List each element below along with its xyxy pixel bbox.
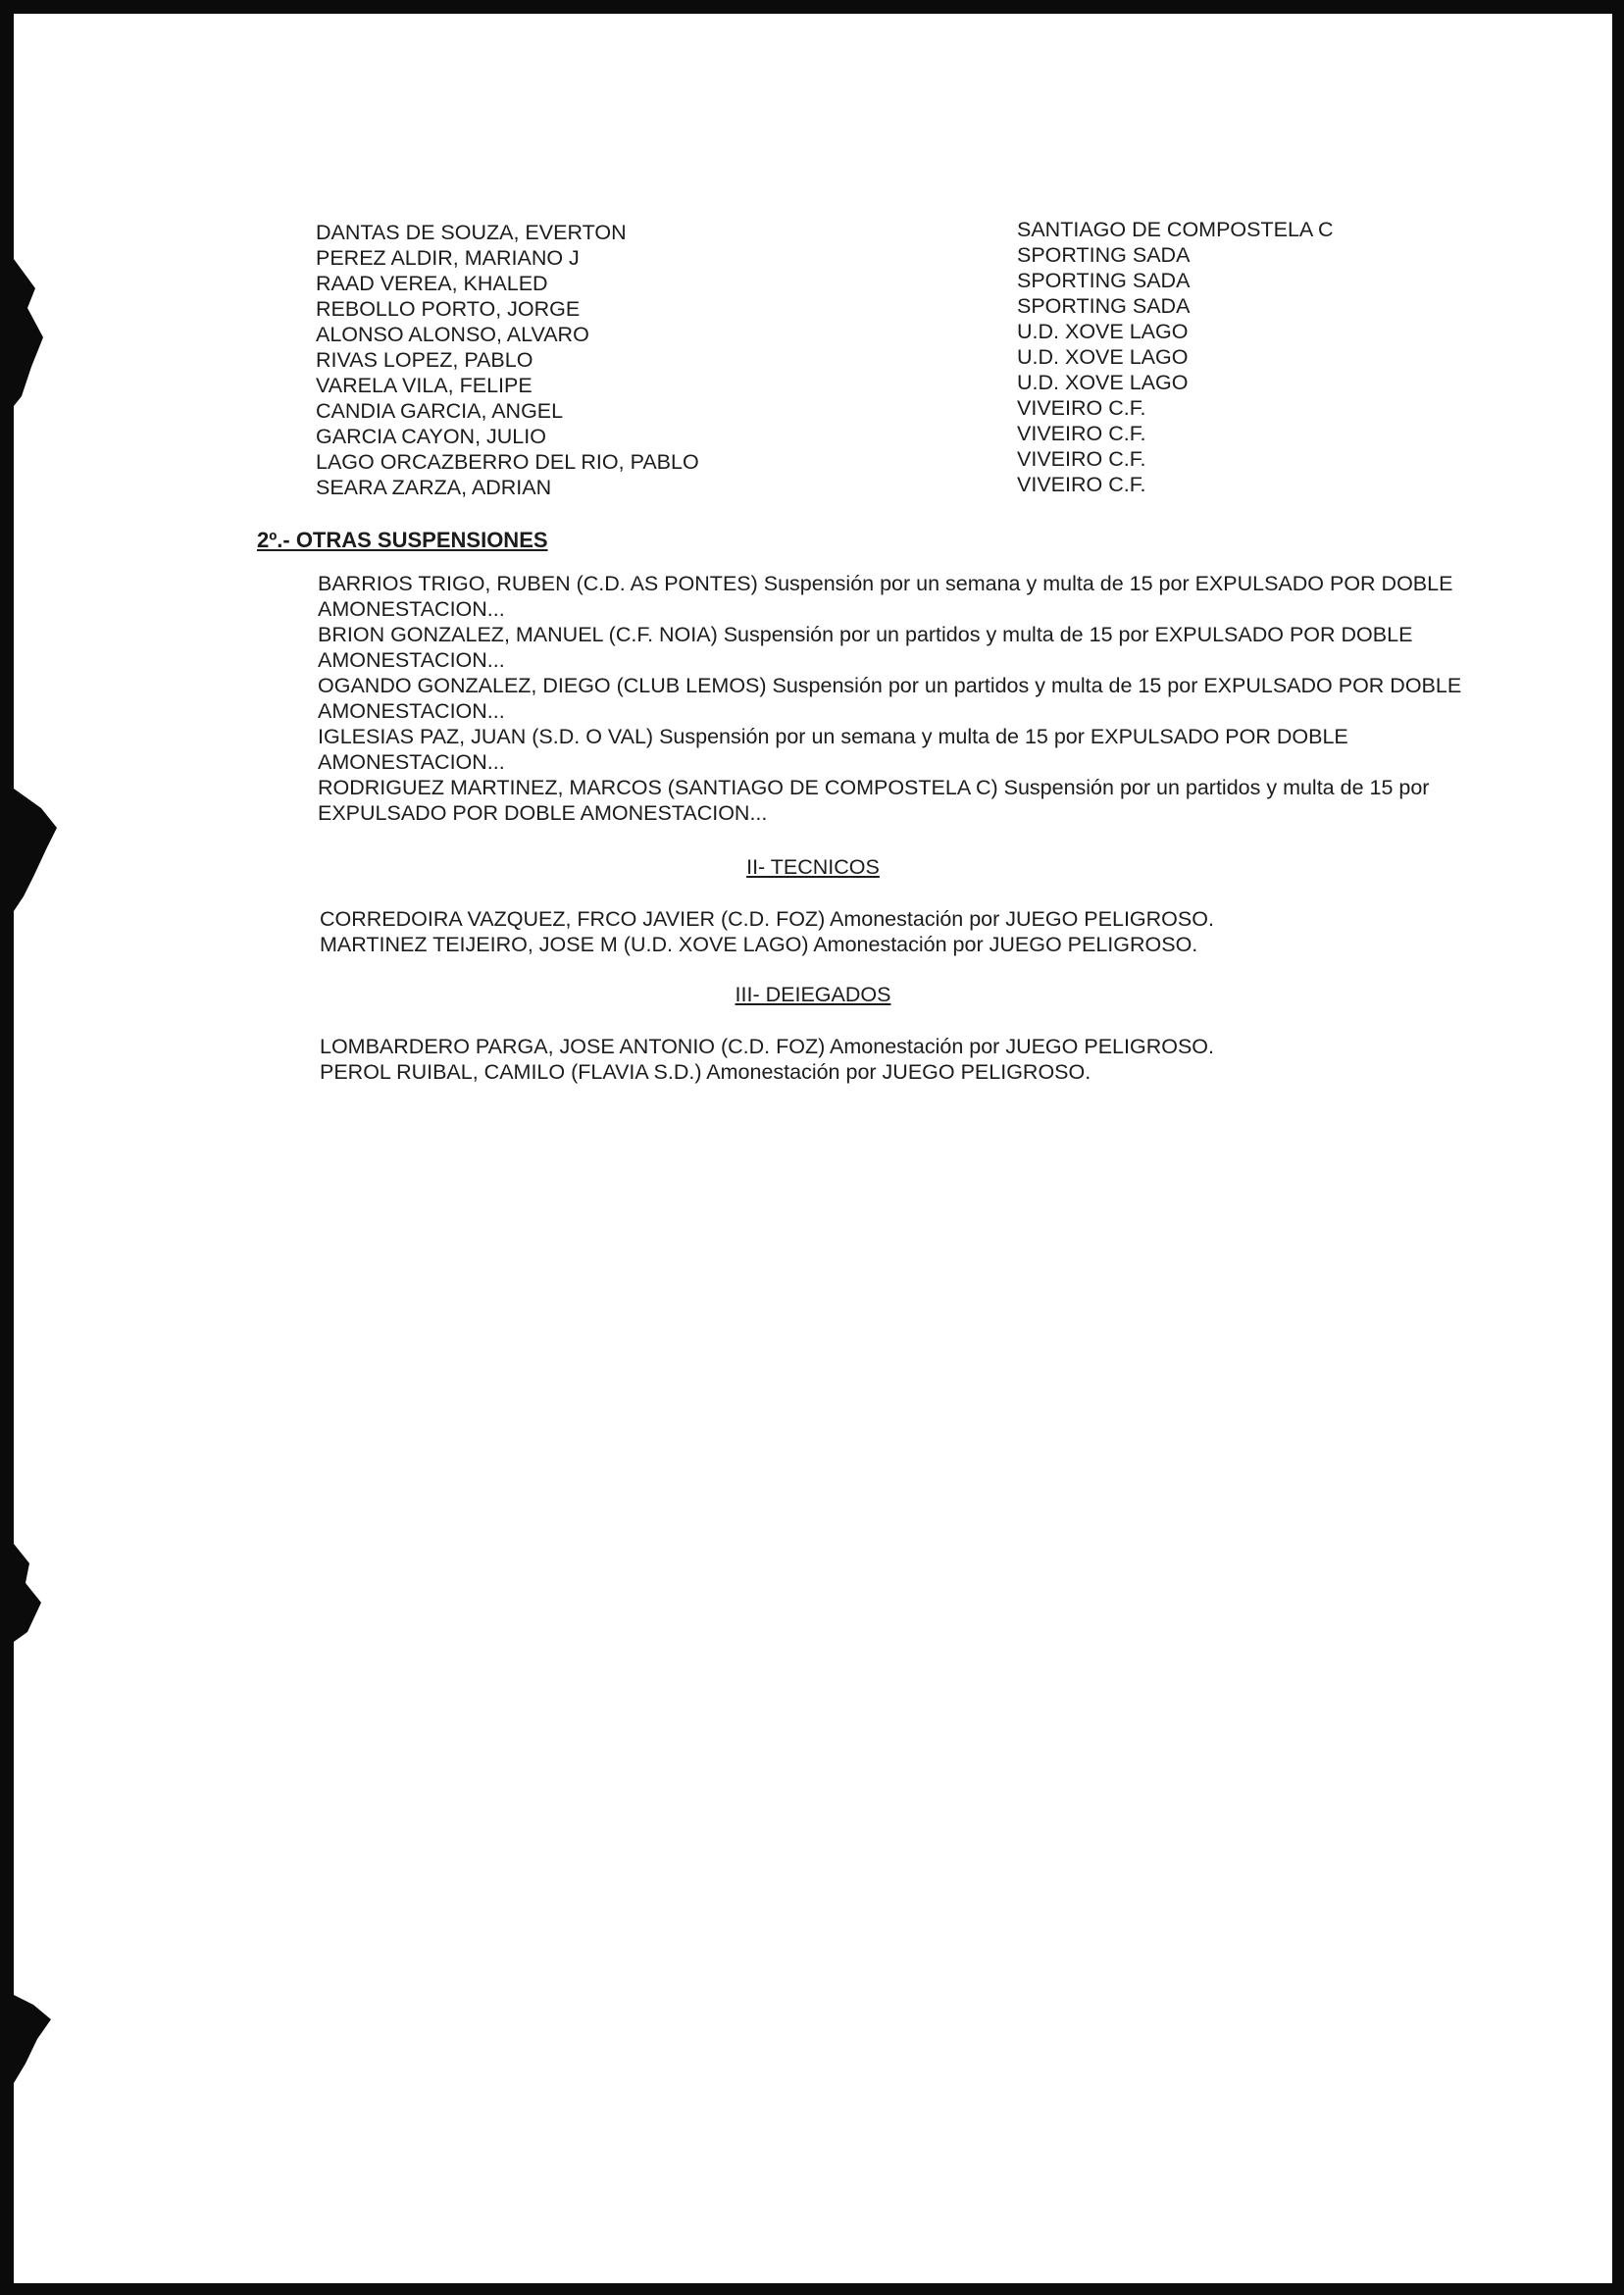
player-club: U.D. XOVE LAGO (1017, 345, 1189, 369)
player-name: DANTAS DE SOUZA, EVERTON (316, 221, 627, 244)
player-row (316, 322, 1395, 347)
tecnico-entry: MARTINEZ TEIJEIRO, JOSE M (U.D. XOVE LAGO) Amonestación por JUEGO PELIGROSO. (320, 933, 1198, 956)
suspension-entry: OGANDO GONZALEZ, DIEGO (CLUB LEMOS) Suspensión por un partidos y multa de 15 por EXPULSADO POR DOBLE AMONESTACION... (318, 674, 1462, 723)
section-heading-otras-suspensiones: 2º.- OTRAS SUSPENSIONES (257, 528, 548, 552)
player-club: SANTIAGO DE COMPOSTELA C (1017, 218, 1334, 241)
player-club: SPORTING SADA (1017, 294, 1191, 318)
player-row (316, 296, 1395, 322)
player-row (316, 271, 1395, 296)
player-list (316, 220, 1395, 500)
suspension-list (318, 571, 1529, 826)
player-club: VIVEIRO C.F. (1017, 422, 1146, 445)
delegado-entry: LOMBARDERO PARGA, JOSE ANTONIO (C.D. FOZ) Amonestación por JUEGO PELIGROSO. (320, 1035, 1214, 1058)
player-row (316, 373, 1395, 398)
player-name: ALONSO ALONSO, ALVARO (316, 323, 589, 346)
player-club: VIVEIRO C.F. (1017, 473, 1146, 496)
player-name: VARELA VILA, FELIPE (316, 374, 533, 397)
player-name: RAAD VEREA, KHALED (316, 272, 548, 295)
player-name: LAGO ORCAZBERRO DEL RIO, PABLO (316, 450, 699, 474)
player-club: SPORTING SADA (1017, 269, 1191, 292)
player-row (316, 475, 1395, 500)
player-row (316, 347, 1395, 373)
player-row (316, 449, 1395, 475)
delegados-list (320, 1034, 1497, 1085)
suspension-entry: RODRIGUEZ MARTINEZ, MARCOS (SANTIAGO DE COMPOSTELA C) Suspensión por un partidos y multa de 15 por EXPULSADO POR DOBLE AMONESTACION... (318, 776, 1430, 825)
player-club: U.D. XOVE LAGO (1017, 371, 1189, 394)
player-club: U.D. XOVE LAGO (1017, 320, 1189, 343)
suspension-entry: BRION GONZALEZ, MANUEL (C.F. NOIA) Suspensión por un partidos y multa de 15 por EXPULSADO POR DOBLE AMONESTACION... (318, 623, 1413, 672)
suspension-entry: IGLESIAS PAZ, JUAN (S.D. O VAL) Suspensión por un semana y multa de 15 por EXPULSADO POR DOBLE AMONESTACION... (318, 725, 1348, 774)
torn-left-edge (14, 14, 73, 2283)
player-club: VIVEIRO C.F. (1017, 447, 1146, 471)
player-name: RIVAS LOPEZ, PABLO (316, 348, 533, 372)
player-row (316, 245, 1395, 271)
tecnicos-list (320, 906, 1497, 957)
section-title-tecnicos: II- TECNICOS (746, 855, 880, 879)
player-name: PEREZ ALDIR, MARIANO J (316, 246, 580, 270)
suspension-entry: BARRIOS TRIGO, RUBEN (C.D. AS PONTES) Suspensión por un semana y multa de 15 por EXPULSADO POR DOBLE AMONESTACION... (318, 572, 1453, 621)
player-name: GARCIA CAYON, JULIO (316, 425, 546, 448)
player-name: CANDIA GARCIA, ANGEL (316, 399, 564, 423)
player-club: VIVEIRO C.F. (1017, 396, 1146, 420)
player-row (316, 424, 1395, 449)
player-name: REBOLLO PORTO, JORGE (316, 297, 581, 321)
player-club: SPORTING SADA (1017, 243, 1191, 267)
delegado-entry: PEROL RUIBAL, CAMILO (FLAVIA S.D.) Amonestación por JUEGO PELIGROSO. (320, 1060, 1091, 1084)
player-row (316, 220, 1395, 245)
document-page (14, 14, 1612, 2283)
player-name: SEARA ZARZA, ADRIAN (316, 476, 552, 499)
tecnico-entry: CORREDOIRA VAZQUEZ, FRCO JAVIER (C.D. FOZ) Amonestación por JUEGO PELIGROSO. (320, 907, 1214, 931)
player-row (316, 398, 1395, 424)
section-title-delegados: III- DEIEGADOS (735, 983, 891, 1006)
